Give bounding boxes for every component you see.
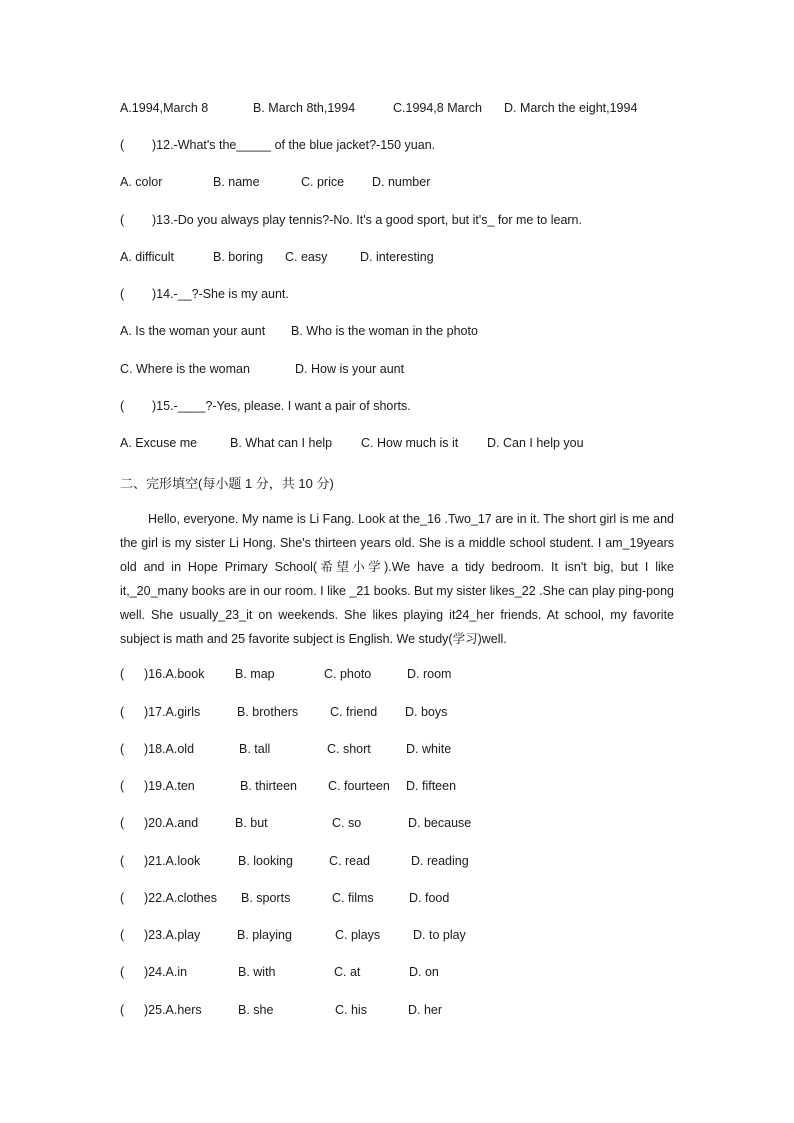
- cloze-option-b: B. looking: [238, 854, 293, 868]
- cloze-option-b: B. sports: [241, 891, 291, 905]
- cloze-option-d: D. reading: [411, 854, 469, 868]
- cloze-option-b: B. thirteen: [240, 779, 297, 793]
- q12-option-b: B. name: [213, 175, 260, 189]
- cloze-option-d: D. on: [409, 965, 439, 979]
- q15-option-d: D. Can I help you: [487, 436, 584, 450]
- q12-option-c: C. price: [301, 175, 345, 189]
- q14-option-c: C. Where is the woman: [120, 362, 250, 376]
- cloze-option-b: B. playing: [237, 928, 292, 942]
- q11-option-c: C.1994,8 March: [393, 101, 482, 115]
- q13-option-d: D. interesting: [360, 250, 434, 264]
- q13-option-c: C. easy: [285, 250, 328, 264]
- q14-option-d: D. How is your aunt: [295, 362, 405, 376]
- answer-blank: (: [120, 965, 125, 979]
- answer-blank: (: [120, 742, 125, 756]
- cloze-option-b: B. with: [238, 965, 276, 979]
- cloze-option-c: C. plays: [335, 928, 381, 942]
- cloze-stem: )20.A.and: [144, 816, 199, 830]
- answer-blank: (: [120, 213, 125, 227]
- question-12: [120, 138, 435, 152]
- cloze-option-d: D. room: [407, 667, 452, 681]
- q14-option-a: A. Is the woman your aunt: [120, 324, 266, 338]
- cloze-stem: )16.A.book: [144, 667, 205, 681]
- cloze-option-d: D. white: [406, 742, 452, 756]
- answer-blank: (: [120, 928, 125, 942]
- cloze-option-b: B. map: [235, 667, 275, 681]
- cloze-option-b: B. but: [235, 816, 268, 830]
- cloze-option-c: C. films: [332, 891, 374, 905]
- q11-option-d: D. March the eight,1994: [504, 101, 638, 115]
- q15-option-b: B. What can I help: [230, 436, 333, 450]
- cloze-option-d: D. food: [409, 891, 450, 905]
- answer-blank: (: [120, 779, 125, 793]
- cloze-option-c: C. at: [334, 965, 361, 979]
- cloze-stem: )24.A.in: [144, 965, 188, 979]
- q15-option-a: A. Excuse me: [120, 436, 198, 450]
- question-text: )13.-Do you always play tennis?-No. It's a good sport, but it's_ for me to learn.: [152, 213, 582, 227]
- cloze-option-b: B. she: [238, 1003, 274, 1017]
- q12-option-d: D. number: [372, 175, 431, 189]
- q13-option-b: B. boring: [213, 250, 264, 264]
- cloze-stem: )23.A.play: [144, 928, 201, 942]
- section-heading-cloze: 二、完形填空(每小题 1 分，共 10 分): [120, 476, 334, 491]
- question-15: [120, 399, 411, 413]
- cloze-option-d: D. fifteen: [406, 779, 457, 793]
- cloze-option-b: B. brothers: [237, 705, 299, 719]
- question-text: )14.-__?-She is my aunt.: [152, 287, 289, 301]
- question-14: [120, 287, 289, 301]
- q13-option-a: A. difficult: [120, 250, 174, 264]
- answer-blank: (: [120, 705, 125, 719]
- cloze-option-c: C. so: [332, 816, 362, 830]
- q11-option-a: A.1994,March 8: [120, 101, 209, 115]
- answer-blank: (: [120, 667, 125, 681]
- cloze-option-d: D. to play: [413, 928, 466, 942]
- answer-blank: (: [120, 816, 125, 830]
- cloze-option-d: D. because: [408, 816, 472, 830]
- answer-blank: (: [120, 399, 125, 413]
- cloze-option-c: C. read: [329, 854, 370, 868]
- answer-blank: (: [120, 287, 125, 301]
- cloze-option-c: C. short: [327, 742, 371, 756]
- q15-option-c: C. How much is it: [361, 436, 459, 450]
- question-13: [120, 213, 582, 227]
- cloze-stem: )19.A.ten: [144, 779, 195, 793]
- answer-blank: (: [120, 854, 125, 868]
- answer-blank: (: [120, 1003, 125, 1017]
- q14-option-b: B. Who is the woman in the photo: [291, 324, 478, 338]
- cloze-stem: )25.A.hers: [144, 1003, 202, 1017]
- cloze-option-c: C. his: [335, 1003, 367, 1017]
- answer-blank: (: [120, 891, 125, 905]
- cloze-stem: )18.A.old: [144, 742, 195, 756]
- question-text: )12.-What's the_____ of the blue jacket?-150 yuan.: [152, 138, 436, 152]
- cloze-option-c: C. photo: [324, 667, 372, 681]
- cloze-stem: )17.A.girls: [144, 705, 201, 719]
- cloze-stem: )22.A.clothes: [144, 891, 217, 905]
- cloze-passage: Hello, everyone. My name is Li Fang. Look at the_16 .Two_17 are in it. The short girl is me and the girl is my sister Li Hong. She's thirteen years old. She is a middle school student. I am_19years old and in Hope Primary School(希望小学).We have a tidy bedroom. It isn't big, but I like it,_20_many books are in our room. I like _21 books. But my sister likes_22 .She can play ping-pong well. She usually_23_it on weekends. She likes playing it24_her friends. At school, my favorite subject is math and 25 favorite subject is English. We study(学习)well.: [120, 512, 674, 646]
- cloze-stem: )21.A.look: [144, 854, 201, 868]
- cloze-option-c: C. fourteen: [328, 779, 390, 793]
- cloze-option-c: C. friend: [330, 705, 378, 719]
- cloze-option-b: B. tall: [239, 742, 271, 756]
- answer-blank: (: [120, 138, 125, 152]
- cloze-option-d: D. boys: [405, 705, 448, 719]
- question-text: )15.-____?-Yes, please. I want a pair of shorts.: [152, 399, 411, 413]
- q11-option-b: B. March 8th,1994: [253, 101, 356, 115]
- cloze-option-d: D. her: [408, 1003, 443, 1017]
- q12-option-a: A. color: [120, 175, 163, 189]
